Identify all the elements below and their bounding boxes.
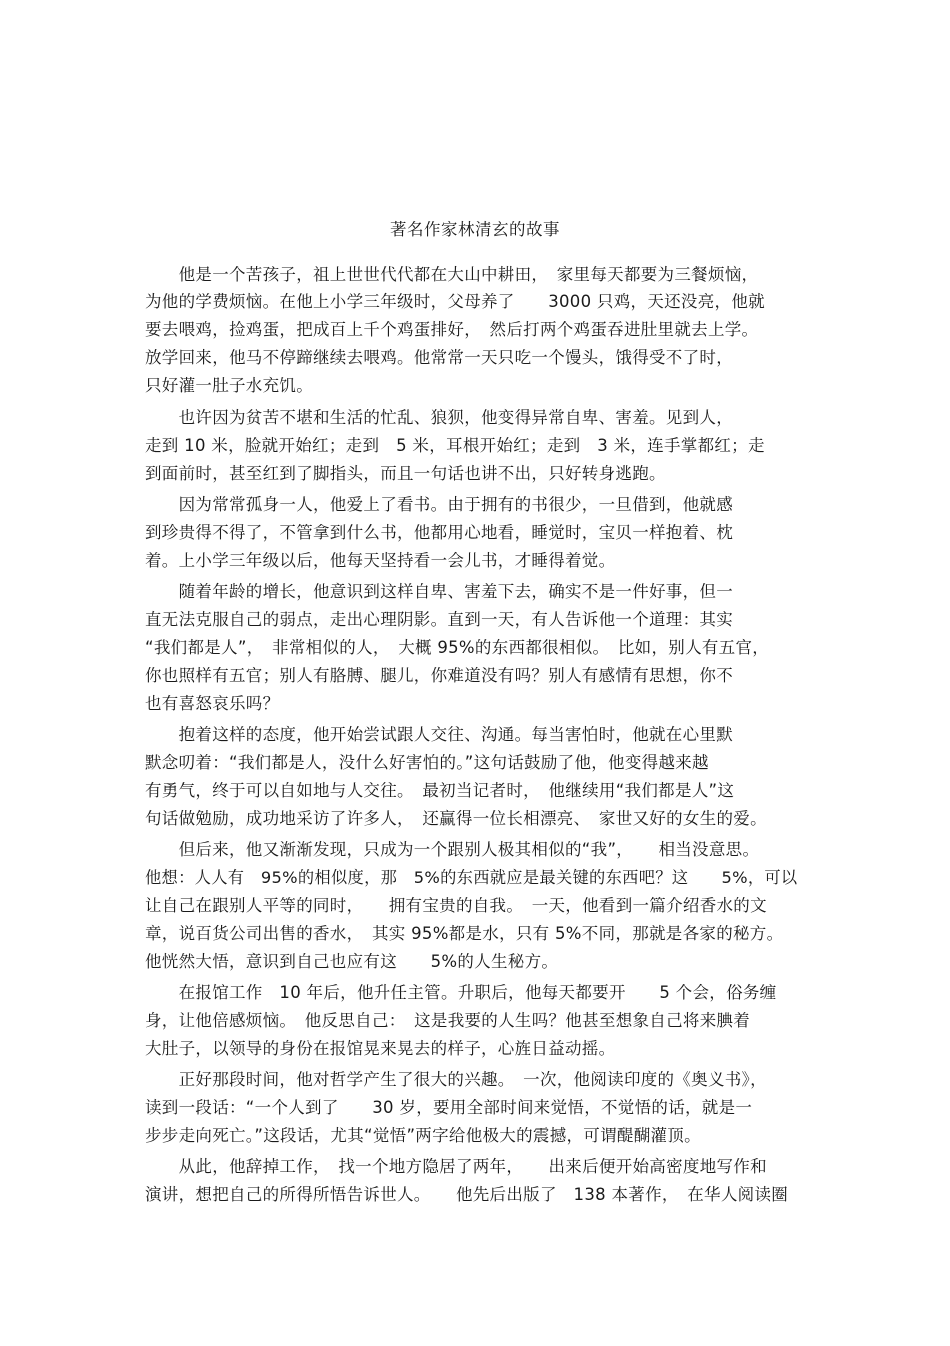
text-line: 为他的学费烦恼。在他上小学三年级时，父母养了 3000 只鸡，天还没亮，他就 bbox=[145, 292, 765, 311]
text-line: 有勇气，终于可以自如地与人交往。 最初当记者时， 他继续用“我们都是人”这 bbox=[145, 781, 735, 800]
text-line: 他是一个苦孩子，祖上世世代代都在大山中耕田， 家里每天都要为三餐烦恼， bbox=[145, 265, 759, 284]
text-line: 着。上小学三年级以后，他每天坚持看一会儿书，才睡得着觉。 bbox=[145, 551, 616, 570]
text-line: 走到 10 米，脸就开始红；走到 5 米，耳根开始红；走到 3 米，连手掌都红；走 bbox=[145, 436, 765, 455]
text-line: 大肚子，以领导的身份在报馆晃来晃去的样子，心旌日益动摇。 bbox=[145, 1039, 616, 1058]
text-line: 默念叨着：“我们都是人，没什么好害怕的。”这句话鼓励了他，他变得越来越 bbox=[145, 753, 709, 772]
text-line: 只好灌一肚子水充饥。 bbox=[145, 376, 313, 395]
text-line: 他恍然大悟，意识到自己也应有这 5%的人生秘方。 bbox=[145, 952, 559, 971]
text-line: 演讲，想把自己的所得所悟告诉世人。 他先后出版了 138 本著作， 在华人阅读圈 bbox=[145, 1185, 789, 1204]
text-line: 章，说百货公司出售的香水， 其实 95%都是水，只有 5%不同，那就是各家的秘方。 bbox=[145, 924, 784, 943]
text-line: 句话做勉励，成功地采访了许多人， 还赢得一位长相漂亮、 家世又好的女生的爱。 bbox=[145, 809, 767, 828]
text-line: 放学回来，他马不停蹄继续去喂鸡。他常常一天只吃一个馒头，饿得受不了时， bbox=[145, 348, 733, 367]
text-line: 直无法克服自己的弱点，走出心理阴影。直到一天，有人告诉他一个道理：其实 bbox=[145, 610, 733, 629]
text-line: 你也照样有五官；别人有胳膊、腿儿，你难道没有吗？别人有感情有思想，你不 bbox=[145, 666, 733, 685]
text-line: 他想：人人有 95%的相似度，那 5%的东西就应是最关键的东西吧？这 5%，可以 bbox=[145, 868, 798, 887]
text-line: 在报馆工作 10 年后，他升任主管。升职后，他每天都要开 5 个会，俗务缠 bbox=[145, 983, 777, 1002]
text-line: 让自己在跟别人平等的同时， 拥有宝贵的自我。 一天，他看到一篇介绍香水的文 bbox=[145, 896, 767, 915]
text-line: 读到一段话：“一个人到了 30 岁，要用全部时间来觉悟，不觉悟的话，就是一 bbox=[145, 1098, 753, 1117]
text-line: 步步走向死亡。”这段话，尤其“觉悟”两字给他极大的震撼，可谓醍醐灌顶。 bbox=[145, 1126, 701, 1145]
text-line: 也有喜怒哀乐吗？ bbox=[145, 694, 280, 713]
text-line: 但后来，他又渐渐发现，只成为一个跟别人极其相似的“我”， 相当没意思。 bbox=[145, 840, 760, 859]
text-line: 也许因为贫苦不堪和生活的忙乱、狼狈，他变得异常自卑、害羞。见到人， bbox=[145, 408, 733, 427]
text-line: 身，让他倍感烦恼。 他反思自己： 这是我要的人生吗？他甚至想象自己将来腆着 bbox=[145, 1011, 751, 1030]
text-line: 因为常常孤身一人，他爱上了看书。由于拥有的书很少，一旦借到，他就感 bbox=[145, 495, 733, 514]
text-line: 抱着这样的态度，他开始尝试跟人交往、沟通。每当害怕时，他就在心里默 bbox=[145, 725, 733, 744]
text-line: 到面前时，甚至红到了脚指头，而且一句话也讲不出，只好转身逃跑。 bbox=[145, 464, 666, 483]
text-line: 要去喂鸡，捡鸡蛋，把成百上千个鸡蛋排好， 然后打两个鸡蛋吞进肚里就去上学。 bbox=[145, 320, 759, 339]
text-line: 随着年龄的增长，他意识到这样自卑、害羞下去，确实不是一件好事，但一 bbox=[145, 582, 733, 601]
document-title: 著名作家林清玄的故事 bbox=[390, 220, 560, 239]
text-line: “我们都是人”， 非常相似的人， 大概 95%的东西都很相似。 比如，别人有五官， bbox=[145, 638, 770, 657]
text-line: 从此，他辞掉工作， 找一个地方隐居了两年， 出来后便开始高密度地写作和 bbox=[145, 1157, 767, 1176]
text-line: 正好那段时间，他对哲学产生了很大的兴趣。 一次，他阅读印度的《奥义书》， bbox=[145, 1070, 767, 1089]
text-line: 到珍贵得不得了，不管拿到什么书，他都用心地看，睡觉时，宝贝一样抱着、枕 bbox=[145, 523, 733, 542]
